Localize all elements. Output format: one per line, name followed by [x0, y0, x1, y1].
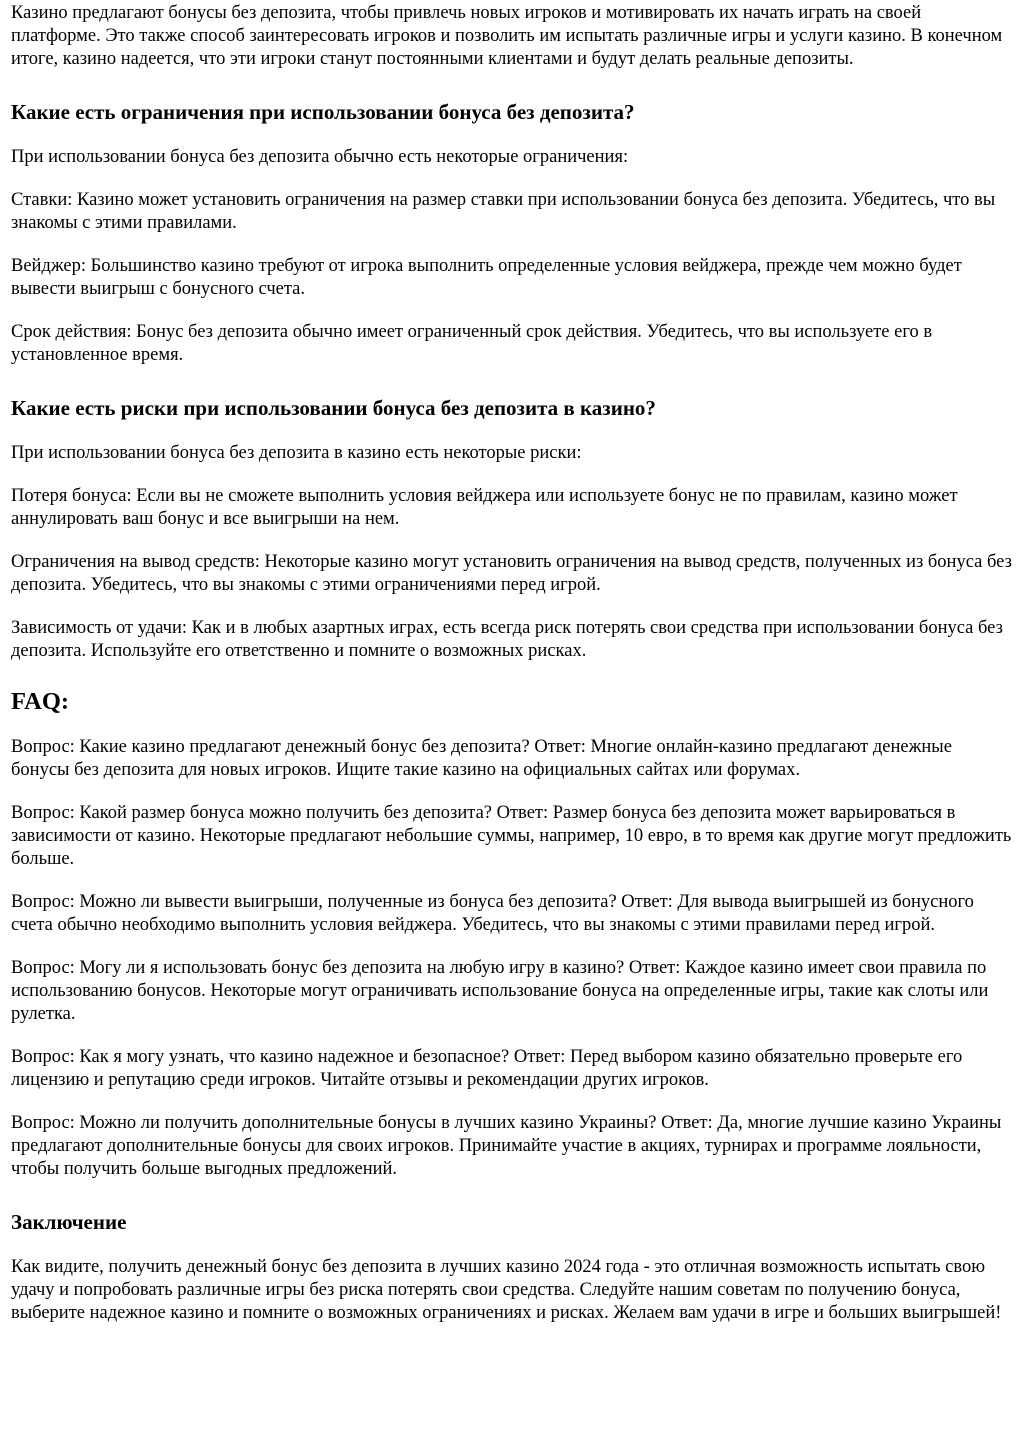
faq-item: Вопрос: Какой размер бонуса можно получить без депозита? Ответ: Размер бонуса без депозита может варьироваться в зависимости от казино. Некоторые предлагают небольшие суммы, например, 10 евро, в то время как другие могут предложить больше. — [11, 803, 1012, 869]
restriction-item-bets: Ставки: Казино может установить ограничения на размер ставки при использовании бонуса без депозита. Убедитесь, что вы знакомы с этими правилами. — [11, 190, 996, 233]
risks-heading: Какие есть риски при использовании бонуса без депозита в казино? — [11, 396, 656, 420]
risk-item-luck: Зависимость от удачи: Как и в любых азартных играх, есть всегда риск потерять свои средства при использовании бонуса без депозита. Используйте его ответственно и помните о возможных рисках. — [11, 618, 1003, 661]
faq-item: Вопрос: Можно ли получить дополнительные бонусы в лучших казино Украины? Ответ: Да, многие лучшие казино Украины предлагают дополнительные бонусы для своих игроков. Принимайте участие в акциях, турнирах и программе лояльности, чтобы получить больше выгодных предложений. — [11, 1113, 1002, 1179]
restrictions-lead: При использовании бонуса без депозита обычно есть некоторые ограничения: — [11, 147, 629, 167]
faq-item: Вопрос: Какие казино предлагают денежный бонус без депозита? Ответ: Многие онлайн-казино предлагают денежные бонусы без депозита для новых игроков. Ищите такие казино на официальных сайтах или форумах. — [11, 737, 952, 780]
intro-paragraph: Казино предлагают бонусы без депозита, чтобы привлечь новых игроков и мотивировать их начать играть на своей платформе. Это также способ заинтересовать игроков и позволить им испытать различные игры и услуги казино. В конечном итоге, казино надеется, что эти игроки станут постоянными клиентами и будут делать реальные депозиты. — [11, 3, 1003, 69]
restrictions-heading: Какие есть ограничения при использовании бонуса без депозита? — [11, 100, 635, 124]
risk-item-bonus-loss: Потеря бонуса: Если вы не сможете выполнить условия вейджера или используете бонус не по правилам, казино может аннулировать ваш бонус и все выигрыши на нем. — [11, 486, 958, 529]
restriction-item-validity: Срок действия: Бонус без депозита обычно имеет ограниченный срок действия. Убедитесь, что вы используете его в установленное время. — [11, 322, 933, 365]
faq-item: Вопрос: Можно ли вывести выигрыши, полученные из бонуса без депозита? Ответ: Для вывода выигрышей из бонусного счета обычно необходимо выполнить условия вейджера. Убедитесь, что вы знакомы с этими правилами перед игрой. — [11, 892, 974, 935]
restriction-item-wager: Вейджер: Большинство казино требуют от игрока выполнить определенные условия вейджера, прежде чем можно будет вывести выигрыш с бонусного счета. — [11, 256, 962, 299]
faq-heading: FAQ: — [11, 688, 70, 715]
faq-item: Вопрос: Как я могу узнать, что казино надежное и безопасное? Ответ: Перед выбором казино обязательно проверьте его лицензию и репутацию среди игроков. Читайте отзывы и рекомендации других игроков. — [11, 1047, 963, 1090]
faq-item: Вопрос: Могу ли я использовать бонус без депозита на любую игру в казино? Ответ: Каждое казино имеет свои правила по использованию бонусов. Некоторые могут ограничивать использование бонуса на определенные игры, такие как слоты или рулетка. — [11, 958, 989, 1024]
conclusion-paragraph: Как видите, получить денежный бонус без депозита в лучших казино 2024 года - это отличная возможность испытать свою удачу и попробовать различные игры без риска потерять свои средства. Следуйте нашим советам по получению бонуса, выберите надежное казино и помните о возможных ограничениях и рисках. Желаем вам удачи в игре и больших выигрышей! — [11, 1257, 1002, 1323]
risk-item-withdrawal-limits: Ограничения на вывод средств: Некоторые казино могут установить ограничения на вывод средств, полученных из бонуса без депозита. Убедитесь, что вы знакомы с этими ограничениями перед игрой. — [11, 552, 1012, 595]
conclusion-heading: Заключение — [11, 1210, 127, 1234]
risks-lead: При использовании бонуса без депозита в казино есть некоторые риски: — [11, 443, 582, 463]
